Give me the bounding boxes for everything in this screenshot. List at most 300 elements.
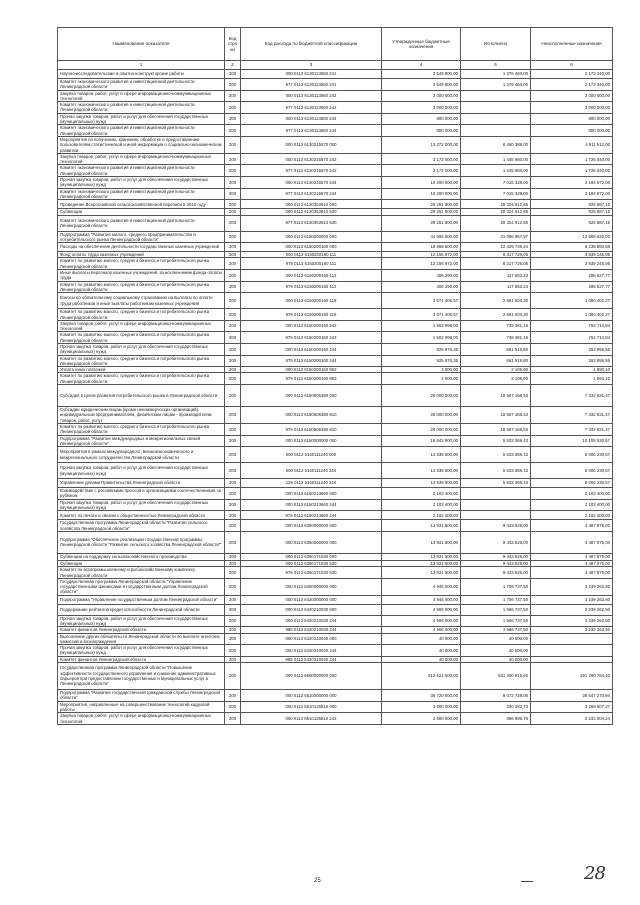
row-executed-amount: 40 000,00 — [461, 656, 531, 662]
table-row — [58, 423, 613, 435]
row-unexecuted-amount: 281 290 784,40 — [531, 663, 613, 690]
row-unexecuted-amount: 2 173 340,00 — [531, 79, 613, 91]
row-indicator-name: Прочая закупка товаров, работ и услуг для обеспечения государственных (муниципальных) нужд — [58, 463, 225, 479]
row-executed-amount: 5 533 369,43 — [461, 463, 531, 479]
row-budget-code: 125 0113 6160111240 244 — [241, 479, 382, 488]
row-indicator-name: Закупка товаров, работ, услуг в сфере информационно-коммуникационных технологий — [58, 320, 225, 332]
row-budget-code: 979 0113 6150200160 244 — [241, 355, 382, 367]
row-approved-amount: 3 671 405,57 — [382, 309, 461, 321]
row-indicator-name: Комитет экономического развития и инвестиционной деятельности Ленинградской области — [58, 215, 225, 231]
row-approved-amount: 1 502 098,00 — [382, 320, 461, 332]
row-line-code: 200 — [225, 215, 241, 231]
row-executed-amount: 9 443 525,00 — [461, 553, 531, 560]
row-indicator-name: Субвенции на поддержку сельскохозяйственного производства — [58, 553, 225, 560]
row-approved-amount: 26 000 000,00 — [382, 385, 461, 407]
row-line-code: 200 — [225, 258, 241, 270]
row-unexecuted-amount: 4 911 612,00 — [531, 136, 613, 153]
row-indicator-name: Выполнение других обязательств Ленинградской области по выплате агентских комиссий и вознаграждения — [58, 633, 225, 645]
row-line-code: 200 — [225, 270, 241, 282]
row-executed-amount: 18 667 168,53 — [461, 423, 531, 435]
table-row — [58, 531, 613, 553]
row-indicator-name: Комитет экономического развития и инвестиционной деятельности Ленинградской области — [58, 165, 225, 177]
row-approved-amount: 36 720 000,00 — [382, 690, 461, 702]
table-row — [58, 320, 613, 332]
row-unexecuted-amount: 7 332 831,47 — [531, 423, 613, 435]
row-approved-amount: 3 172 000,00 — [382, 165, 461, 177]
row-executed-amount: 1 706 737,50 — [461, 578, 531, 595]
row-approved-amount: 812 521 600,00 — [382, 663, 461, 690]
row-approved-amount: 12 156 972,00 — [382, 258, 461, 270]
row-executed-amount: 1 445 960,00 — [461, 153, 531, 165]
row-indicator-name: Подпрограмма "Развитие международных и межрегиональных связей Ленинградской области" — [58, 435, 225, 447]
row-approved-amount: 18 668 600,00 — [382, 243, 461, 252]
row-approved-amount: 13 539 600,00 — [382, 447, 461, 463]
row-indicator-name: Комитет по развитию малого, среднего бизнеса и потребительского рынка Ленинградской области — [58, 309, 225, 321]
row-unexecuted-amount: 3 000 000,00 — [531, 102, 613, 114]
row-indicator-name: Закупка товаров, работ, услуг в сфере информационно-коммуникационных технологий — [58, 90, 225, 102]
row-unexecuted-amount: 3 184 672,00 — [531, 188, 613, 200]
row-executed-amount: 739 381,16 — [461, 320, 531, 332]
row-indicator-name: Комитет экономического развития и инвестиционной деятельности Ленинградской области — [58, 102, 225, 114]
row-approved-amount: 10 200 000,00 — [382, 177, 461, 189]
table-row — [58, 90, 613, 102]
row-executed-amount: 5 533 369,43 — [461, 479, 531, 488]
row-approved-amount: 40 000,00 — [382, 645, 461, 657]
row-executed-amount: 739 381,16 — [461, 332, 531, 344]
row-approved-amount: 13 539 600,00 — [382, 463, 461, 479]
row-line-code: 200 — [225, 70, 241, 79]
row-line-code: 200 — [225, 252, 241, 258]
row-unexecuted-amount: 10 109 530,57 — [531, 435, 613, 447]
row-line-code: 200 — [225, 645, 241, 657]
row-unexecuted-amount: 4 487 975,00 — [531, 531, 613, 553]
row-budget-code: 000 0113 6130215570 000 — [241, 136, 382, 153]
row-executed-amount: 366 995,76 — [461, 713, 531, 725]
row-budget-code: 000 0113 6360171030 000 — [241, 553, 382, 560]
row-indicator-name: Мероприятия по получению, хранению, обработке и предоставлению пользователям статистической и иной информации о социально-экономическом развитии — [58, 136, 225, 153]
row-budget-code: 000 0113 6150606380 000 — [241, 385, 382, 407]
table-row — [58, 447, 613, 463]
header-line-code: Код стро ки — [225, 28, 241, 61]
row-budget-code: 000 0113 6130113560 242 — [241, 90, 382, 102]
row-executed-amount: 1 376 460,00 — [461, 79, 531, 91]
row-executed-amount — [461, 125, 531, 137]
row-line-code: 200 — [225, 604, 241, 615]
row-indicator-name: Комитет финансов Ленинградской области — [58, 656, 225, 662]
row-line-code: 200 — [225, 153, 241, 165]
row-executed-amount: 40 000,00 — [461, 645, 531, 657]
row-unexecuted-amount: 2 173 340,00 — [531, 70, 613, 79]
row-line-code: 200 — [225, 423, 241, 435]
row-approved-amount: 44 666 600,00 — [382, 231, 461, 243]
row-indicator-name: Комитет экономического развития и инвестиционной деятельности Ленинградской области — [58, 79, 225, 91]
row-executed-amount: 1 706 737,50 — [461, 595, 531, 604]
row-approved-amount: 4 946 000,00 — [382, 595, 461, 604]
row-indicator-name: Прочая закупка товаров, работ и услуг для обеспечения государственных (муниципальных) нужд — [58, 113, 225, 125]
row-line-code: 200 — [225, 447, 241, 463]
row-budget-code: 000 0113 6130215570 242 — [241, 153, 382, 165]
table-row — [58, 215, 613, 231]
table-row — [58, 281, 613, 293]
row-approved-amount: 3 000 000,00 — [382, 102, 461, 114]
row-unexecuted-amount: 3 184 672,00 — [531, 177, 613, 189]
row-unexecuted-amount: 8 006 230,57 — [531, 447, 613, 463]
table-row — [58, 70, 613, 79]
row-approved-amount: 13 931 500,00 — [382, 560, 461, 566]
row-unexecuted-amount: 13 569 632,03 — [531, 231, 613, 243]
row-approved-amount: 4 946 000,00 — [382, 578, 461, 595]
row-line-code: 200 — [225, 367, 241, 373]
row-approved-amount: 800 000,00 — [382, 125, 461, 137]
row-budget-code: 000 0113 6150200160 853 — [241, 367, 382, 373]
row-line-code: 200 — [225, 656, 241, 662]
row-executed-amount: 18 667 168,53 — [461, 407, 531, 424]
table-row — [58, 373, 613, 385]
row-budget-code: 977 0113 6130113560 242 — [241, 102, 382, 114]
row-indicator-name: Уплата иных платежей — [58, 367, 225, 373]
row-line-code: 200 — [225, 136, 241, 153]
row-indicator-name: Взносы по обязательному социальному страхованию на выплаты по оплате труда работников и иные выплаты работникам казенных учреждений — [58, 293, 225, 309]
row-indicator-name: Субвенции — [58, 560, 225, 566]
handwritten-sheet-number: 28 — [584, 863, 605, 884]
row-unexecuted-amount: 2 233 004,24 — [531, 713, 613, 725]
row-unexecuted-amount: 3 839 245,95 — [531, 258, 613, 270]
table-row — [58, 499, 613, 511]
row-approved-amount: 925 876,35 — [382, 343, 461, 355]
row-line-code: 200 — [225, 407, 241, 424]
table-header-row — [58, 28, 613, 61]
table-row — [58, 136, 613, 153]
row-budget-code: 000 0113 6420000000 000 — [241, 595, 382, 604]
row-budget-code: 976 0113 6360171030 530 — [241, 567, 382, 579]
row-approved-amount: 13 931 500,00 — [382, 553, 461, 560]
row-line-code: 200 — [225, 90, 241, 102]
row-executed-amount: 9 443 525,00 — [461, 531, 531, 553]
row-approved-amount: 3 549 800,00 — [382, 70, 461, 79]
row-line-code: 200 — [225, 663, 241, 690]
row-executed-amount: 8 460 388,00 — [461, 136, 531, 153]
row-unexecuted-amount: 3 239 262,50 — [531, 627, 613, 633]
row-budget-code: 000 0113 6160111240 244 — [241, 463, 382, 479]
row-line-code: 200 — [225, 79, 241, 91]
row-budget-code: 979 0113 6150200160 112 — [241, 281, 382, 293]
row-line-code: 200 — [225, 701, 241, 713]
row-budget-code: 977 0113 6130113560 241 — [241, 79, 382, 91]
row-budget-code: 000 0113 6150200160 119 — [241, 293, 382, 309]
row-budget-code: 979 0113 6150200160 111 — [241, 258, 382, 270]
row-executed-amount: 5 533 369,43 — [461, 447, 531, 463]
row-line-code: 200 — [225, 615, 241, 627]
row-line-code: 200 — [225, 595, 241, 604]
row-budget-code: 000 0113 6510000000 000 — [241, 690, 382, 702]
row-approved-amount: 800 000,00 — [382, 113, 461, 125]
table-row — [58, 663, 613, 690]
row-executed-amount — [461, 90, 531, 102]
row-approved-amount: 406 290,00 — [382, 281, 461, 293]
row-unexecuted-amount: 7 332 831,47 — [531, 407, 613, 424]
row-executed-amount: 117 662,23 — [461, 281, 531, 293]
row-indicator-name: Комитет по агропромышленному и рыбохозяйственному комплексу Ленинградской области — [58, 567, 225, 579]
budget-execution-table — [57, 27, 613, 725]
row-executed-amount: 8 317 726,05 — [461, 252, 531, 258]
row-line-code: 200 — [225, 177, 241, 189]
table-row — [58, 113, 613, 125]
table-row — [58, 293, 613, 309]
row-approved-amount: 13 931 500,00 — [382, 520, 461, 532]
row-budget-code: 000 0113 6160213660 244 — [241, 499, 382, 511]
row-budget-code: 000 0113 6150200160 000 — [241, 243, 382, 252]
row-executed-amount: 2 106,90 — [461, 373, 531, 385]
row-budget-code: 000 0113 6420310040 000 — [241, 633, 382, 645]
row-indicator-name: Комитет по развитию малого, среднего бизнеса и потребительского рынка Ленинградской области — [58, 355, 225, 367]
column-number: 5 — [461, 61, 531, 70]
table-row — [58, 701, 613, 713]
column-number: 3 — [241, 61, 382, 70]
row-line-code: 200 — [225, 332, 241, 344]
table-row — [58, 604, 613, 615]
row-unexecuted-amount: 3 000 000,00 — [531, 90, 613, 102]
row-executed-amount: 28 324 912,85 — [461, 215, 531, 231]
row-indicator-name: Комитет по развитию малого, среднего бизнеса и потребительского рынка Ленинградской области — [58, 258, 225, 270]
row-budget-code: 000 0113 6420210030 244 — [241, 615, 382, 627]
row-executed-amount: 2 106,90 — [461, 367, 531, 373]
row-budget-code: 977 0113 6130113560 244 — [241, 125, 382, 137]
row-executed-amount: 40 000,00 — [461, 633, 531, 645]
row-approved-amount: 2 102 400,00 — [382, 488, 461, 500]
row-budget-code: 000 0113 6420210030 000 — [241, 604, 382, 615]
row-unexecuted-amount: 762 714,84 — [531, 320, 613, 332]
table-row — [58, 153, 613, 165]
row-unexecuted-amount: 926 887,15 — [531, 215, 613, 231]
row-executed-amount: 31 096 967,97 — [461, 231, 531, 243]
row-unexecuted-amount: 3 239 262,50 — [531, 595, 613, 604]
row-budget-code: 000 0113 6130113560 241 — [241, 70, 382, 79]
row-indicator-name: Закупка товаров, работ, услуг в сфере информационно-коммуникационных технологий — [58, 713, 225, 725]
row-unexecuted-amount: 288 627,77 — [531, 270, 613, 282]
row-indicator-name: Субсидия в целях развития потребительского рынка в Ленинградской области — [58, 385, 225, 407]
row-budget-code: 000 0113 6150200160 244 — [241, 343, 382, 355]
row-approved-amount: 13 931 500,00 — [382, 567, 461, 579]
row-approved-amount: 3 671 405,57 — [382, 293, 461, 309]
row-budget-code: 000 0113 6150200160 242 — [241, 320, 382, 332]
table-row — [58, 578, 613, 595]
row-executed-amount: 12 429 739,44 — [461, 243, 531, 252]
row-executed-amount — [461, 499, 531, 511]
row-approved-amount: 4 000,00 — [382, 373, 461, 385]
row-indicator-name: Иные выплаты персоналу казенных учреждений, за исключением фонда оплаты труда — [58, 270, 225, 282]
table-row — [58, 435, 613, 447]
row-line-code: 200 — [225, 231, 241, 243]
row-executed-amount: 1 376 460,00 — [461, 70, 531, 79]
row-executed-amount: 7 015 328,00 — [461, 177, 531, 189]
header-approved: Утвержденные бюджетные назначения — [382, 28, 461, 61]
row-line-code: 200 — [225, 165, 241, 177]
row-budget-code: 000 0113 6300000000 000 — [241, 520, 382, 532]
table-row — [58, 690, 613, 702]
row-indicator-name: Подпрограмма "Обеспечение реализации государственной программы Ленинградской области "Развитие сельского хозяйства Ленинградской области"" — [58, 531, 225, 553]
row-unexecuted-amount: 3 839 245,95 — [531, 252, 613, 258]
row-indicator-name: Расходы на обеспечение деятельности государственных казенных учреждений — [58, 243, 225, 252]
row-approved-amount: 3 600 000,00 — [382, 701, 461, 713]
row-indicator-name: Мероприятия в рамках международного, внешнеэкономического и межрегионального сотрудничества Ленинградской области — [58, 447, 225, 463]
row-approved-amount: 2 600 000,00 — [382, 713, 461, 725]
row-line-code: 200 — [225, 713, 241, 725]
row-indicator-name: Проведение Всероссийской сельскохозяйственной переписи в 2016 году — [58, 200, 225, 209]
row-approved-amount: 925 876,35 — [382, 355, 461, 367]
row-indicator-name: Комитет по развитию малого, среднего бизнеса и потребительского рынка Ленинградской области — [58, 423, 225, 435]
row-indicator-name: Государственная программа Ленинградской области "Развитие сельского хозяйства Ленинградской области" — [58, 520, 225, 532]
row-budget-code: 000 0113 6500000000 000 — [241, 663, 382, 690]
row-approved-amount: 406 290,00 — [382, 270, 461, 282]
row-unexecuted-amount: 800 000,00 — [531, 113, 613, 125]
header-executed: Исполнено — [461, 28, 531, 61]
row-executed-amount: 28 324 912,85 — [461, 209, 531, 215]
row-approved-amount: 3 000 000,00 — [382, 90, 461, 102]
table-row — [58, 407, 613, 424]
row-budget-code: 000 0113 6160213660 000 — [241, 488, 382, 500]
row-executed-amount: 9 443 525,00 — [461, 520, 531, 532]
row-budget-code: 000 0113 6360171030 530 — [241, 560, 382, 566]
row-indicator-name: Комитет экономического развития и инвестиционной деятельности Ленинградской области — [58, 188, 225, 200]
table-row — [58, 332, 613, 344]
row-indicator-name: Взаимодействие с российскими прессой и организациями соотечественников за рубежом — [58, 488, 225, 500]
table-row — [58, 520, 613, 532]
row-executed-amount: 1 666 737,50 — [461, 604, 531, 615]
row-executed-amount — [461, 102, 531, 114]
table-row — [58, 309, 613, 321]
row-unexecuted-amount — [531, 645, 613, 657]
row-approved-amount: 13 539 600,00 — [382, 479, 461, 488]
row-line-code: 200 — [225, 690, 241, 702]
row-executed-amount: 661 919,80 — [461, 343, 531, 355]
column-number: 6 — [531, 61, 613, 70]
row-executed-amount: 8 317 726,05 — [461, 258, 531, 270]
row-indicator-name: Управление делами Правительства Ленинградской области — [58, 479, 225, 488]
row-line-code: 200 — [225, 343, 241, 355]
page-number: 25 — [314, 878, 321, 884]
row-approved-amount: 4 000,00 — [382, 367, 461, 373]
row-unexecuted-amount: 1 893,10 — [531, 373, 613, 385]
table-row — [58, 343, 613, 355]
row-indicator-name: Подпрограмма "Управление государственным долгом Ленинградской области" — [58, 595, 225, 604]
row-approved-amount: 2 102 400,00 — [382, 499, 461, 511]
row-budget-code: 000 0113 6130353910 000 — [241, 200, 382, 209]
row-unexecuted-amount: 4 487 975,00 — [531, 560, 613, 566]
row-budget-code: 979 0113 6150200160 853 — [241, 373, 382, 385]
row-unexecuted-amount: 288 627,77 — [531, 281, 613, 293]
row-line-code: 200 — [225, 560, 241, 566]
row-budget-code: 000 0113 6150000000 000 — [241, 231, 382, 243]
row-indicator-name: Прочая закупка товаров, работ и услуг для обеспечения государственных (муниципальных) нужд — [58, 499, 225, 511]
row-unexecuted-amount: 926 887,15 — [531, 209, 613, 215]
row-executed-amount: 531 330 815,60 — [461, 663, 531, 690]
row-indicator-name: Государственная программа Ленинградской области "Управление государственными финансами и государственным долгом Ленинградской области" — [58, 578, 225, 595]
row-indicator-name: Комитет финансов Ленинградской области — [58, 627, 225, 633]
row-unexecuted-amount: 926 887,15 — [531, 200, 613, 209]
row-executed-amount: 1 666 737,50 — [461, 615, 531, 627]
table-row — [58, 355, 613, 367]
row-unexecuted-amount: 8 006 230,57 — [531, 479, 613, 488]
row-executed-amount: 7 015 328,00 — [461, 188, 531, 200]
row-budget-code: 000 0113 6360000000 000 — [241, 531, 382, 553]
table-row — [58, 479, 613, 488]
table-row — [58, 511, 613, 520]
report-page — [57, 27, 612, 725]
row-line-code: 200 — [225, 567, 241, 579]
row-line-code: 200 — [225, 531, 241, 553]
row-unexecuted-amount: 8 006 230,57 — [531, 463, 613, 479]
row-approved-amount: 15 642 900,00 — [382, 435, 461, 447]
row-indicator-name: Подпрограмма "Развитие малого, среднего предпринимательства и потребительского рынка Ленинградской области" — [58, 231, 225, 243]
row-executed-amount: 18 667 168,53 — [461, 385, 531, 407]
table-row — [58, 270, 613, 282]
row-line-code: 200 — [225, 209, 241, 215]
row-approved-amount: 40 000,00 — [382, 633, 461, 645]
row-budget-code: 977 0113 6130215570 244 — [241, 188, 382, 200]
column-number-row — [58, 61, 613, 70]
row-budget-code: 985 0113 6420210030 244 — [241, 627, 382, 633]
row-budget-code: 000 0113 6160111240 000 — [241, 447, 382, 463]
table-row — [58, 165, 613, 177]
row-approved-amount: 4 906 000,00 — [382, 627, 461, 633]
row-indicator-name: Подпрограмма "Развитие государственной гражданской службы Ленинградской области" — [58, 690, 225, 702]
row-approved-amount: 13 372 000,00 — [382, 136, 461, 153]
row-budget-code: 000 0113 6150606380 810 — [241, 407, 382, 424]
row-budget-code: 000 0113 6150200160 111 — [241, 252, 382, 258]
row-line-code: 200 — [225, 293, 241, 309]
row-line-code: 200 — [225, 102, 241, 114]
row-line-code: 200 — [225, 488, 241, 500]
row-unexecuted-amount: 2 102 400,00 — [531, 511, 613, 520]
row-unexecuted-amount: 263 956,55 — [531, 343, 613, 355]
row-executed-amount: 5 533 369,43 — [461, 435, 531, 447]
row-approved-amount: 2 102 400,00 — [382, 511, 461, 520]
row-line-code: 200 — [225, 578, 241, 595]
row-indicator-name: Фонд оплаты труда казенных учреждений — [58, 252, 225, 258]
row-executed-amount: 330 392,73 — [461, 701, 531, 713]
row-executed-amount: 2 591 003,30 — [461, 309, 531, 321]
row-approved-amount: 29 251 800,00 — [382, 215, 461, 231]
row-line-code: 200 — [225, 463, 241, 479]
row-line-code: 200 — [225, 385, 241, 407]
table-row — [58, 125, 613, 137]
header-unexecuted: Неисполненные назначения — [531, 28, 613, 61]
row-executed-amount: 2 591 003,30 — [461, 293, 531, 309]
row-executed-amount — [461, 511, 531, 520]
row-indicator-name: Комитет по печати и связям с общественностью Ленинградской области — [58, 511, 225, 520]
row-indicator-name: Субвенции — [58, 209, 225, 215]
row-indicator-name: Мероприятия, направленные на совершенствование технологий кадровой работы — [58, 701, 225, 713]
row-line-code: 200 — [225, 520, 241, 532]
row-line-code: 200 — [225, 553, 241, 560]
row-line-code: 200 — [225, 200, 241, 209]
row-line-code: 200 — [225, 188, 241, 200]
row-budget-code: 979 0113 6150200160 119 — [241, 309, 382, 321]
row-indicator-name: Государственная программа Ленинградской области "Повышение эффективности государственного управления и снижение административных барьеров при предоставлении государственных и муниципальных услуг в Ленинградской области" — [58, 663, 225, 690]
row-approved-amount: 3 549 800,00 — [382, 79, 461, 91]
row-line-code: 200 — [225, 320, 241, 332]
row-budget-code: 979 0113 6150200160 242 — [241, 332, 382, 344]
row-unexecuted-amount: 3 239 262,50 — [531, 604, 613, 615]
row-indicator-name: Комитет по развитию малого, среднего бизнеса и потребительского рынка Ленинградской области — [58, 373, 225, 385]
row-unexecuted-amount: 762 714,84 — [531, 332, 613, 344]
row-line-code: 200 — [225, 309, 241, 321]
row-approved-amount: 26 000 000,00 — [382, 423, 461, 435]
row-unexecuted-amount: 1 080 402,27 — [531, 293, 613, 309]
row-approved-amount: 3 172 000,00 — [382, 153, 461, 165]
row-unexecuted-amount: 4 487 975,00 — [531, 520, 613, 532]
row-unexecuted-amount: 1 726 040,00 — [531, 165, 613, 177]
